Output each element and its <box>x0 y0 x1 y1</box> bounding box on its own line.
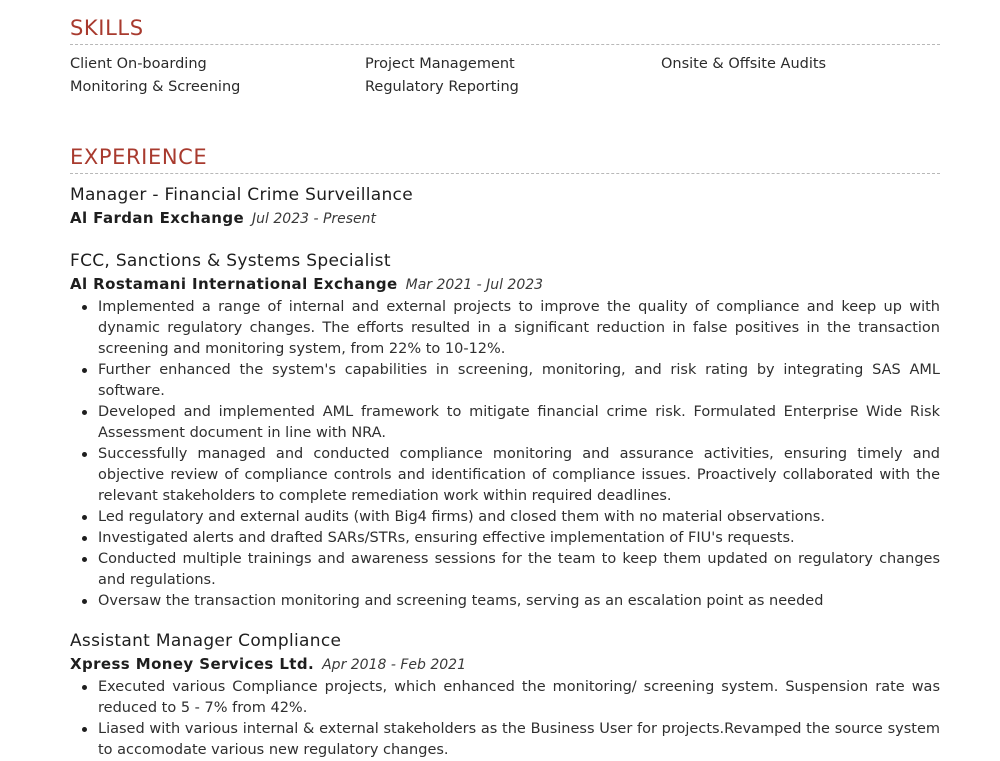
job-entry <box>70 249 940 612</box>
bullet-item: Successfully managed and conducted compliance monitoring and assurance activities, ensuring timely and objective review of compliance controls and identification of compliance issues. Proactively collaborated with the relevant stakeholders to complete remediation work within required deadlines. <box>98 444 940 507</box>
skill-item: Project Management <box>365 56 515 72</box>
job-entry <box>70 629 940 761</box>
bullet-item: Implemented a range of internal and external projects to improve the quality of compliance and keep up with dynamic regulatory changes. The efforts resulted in a significant reduction in false positives in the transaction screening and monitoring system, from 22% to 10-12%. <box>98 297 940 360</box>
bullet-item: Liased with various internal & external stakeholders as the Business User for projects.Revamped the source system to accomodate various new regulatory changes. <box>98 719 940 761</box>
skill-item: Onsite & Offsite Audits <box>661 56 827 72</box>
section-divider <box>70 173 940 174</box>
job-title: Assistant Manager Compliance <box>70 631 342 651</box>
bullet-item: Developed and implemented AML framework to mitigate financial crime risk. Formulated Enterprise Wide Risk Assessment document in line with NRA. <box>98 402 940 444</box>
job-dates: Mar 2021 - Jul 2023 <box>405 277 544 293</box>
bullet-item: Led regulatory and external audits (with Big4 firms) and closed them with no material observations. <box>98 507 940 528</box>
job-dates: Apr 2018 - Feb 2021 <box>322 657 466 673</box>
company-name: Al Fardan Exchange <box>70 209 245 227</box>
skill-item: Client On-boarding <box>70 56 207 72</box>
section-title-skills: SKILLS <box>70 16 144 40</box>
bullet-item: Oversaw the transaction monitoring and screening teams, serving as an escalation point as needed <box>98 591 940 612</box>
bullet-item: Executed various Compliance projects, which enhanced the monitoring/ screening system. Suspension rate was reduced to 5 - 7% from 42%. <box>98 677 940 719</box>
bullet-item: Further enhanced the system's capabilities in screening, monitoring, and risk rating by integrating SAS AML software. <box>98 360 940 402</box>
bullet-item: Conducted multiple trainings and awareness sessions for the team to keep them updated on regulatory changes and regulations. <box>98 549 940 591</box>
bullet-item: Investigated alerts and drafted SARs/STRs, ensuring effective implementation of FIU's requests. <box>98 528 940 549</box>
section-title-experience: EXPERIENCE <box>70 145 208 169</box>
skills-section <box>70 14 940 99</box>
experience-section <box>70 143 940 761</box>
skills-list <box>70 53 940 99</box>
company-name: Al Rostamani International Exchange <box>70 275 398 293</box>
company-line <box>70 273 940 297</box>
company-name: Xpress Money Services Ltd. <box>70 655 315 673</box>
job-title: FCC, Sanctions & Systems Specialist <box>70 251 391 271</box>
job-dates: Jul 2023 - Present <box>252 211 377 227</box>
job-title: Manager - Financial Crime Surveillance <box>70 185 413 205</box>
job-entry <box>70 183 940 231</box>
company-line <box>70 653 940 677</box>
skill-item: Regulatory Reporting <box>365 79 519 95</box>
job-bullets <box>70 677 940 761</box>
job-bullets <box>70 297 940 612</box>
section-divider <box>70 44 940 45</box>
company-line <box>70 207 940 231</box>
skill-item: Monitoring & Screening <box>70 79 241 95</box>
